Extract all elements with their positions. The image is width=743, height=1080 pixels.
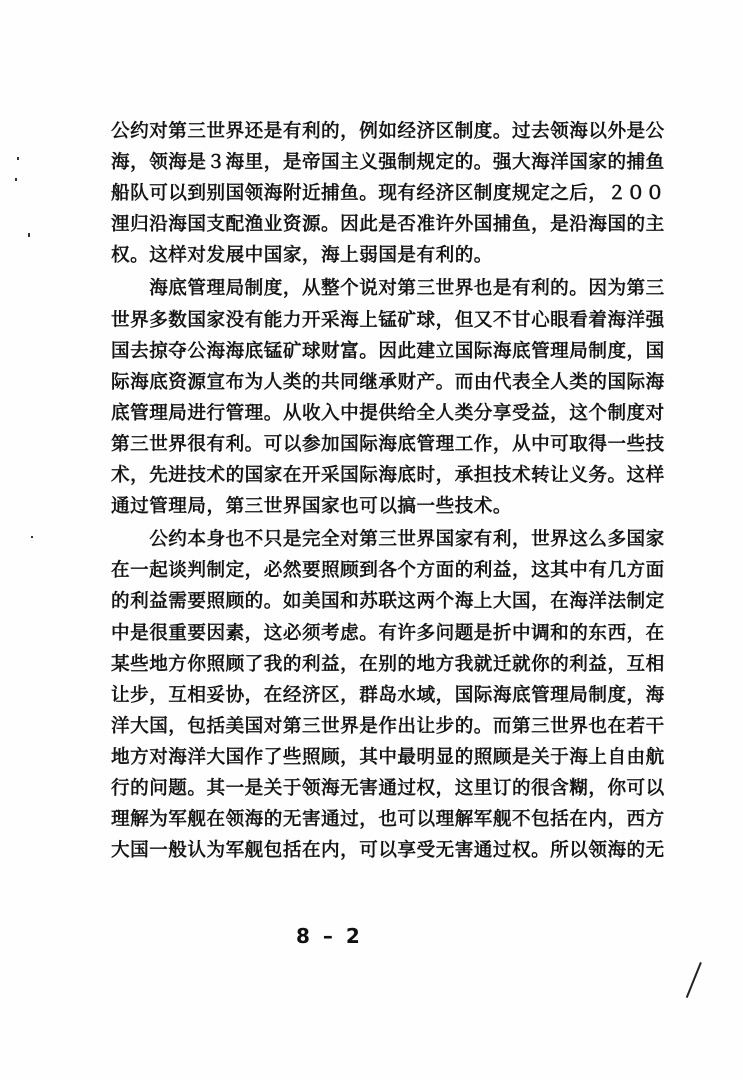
text-line: 公约对第三世界还是有利的，例如经济区制度。过去领海以外是公 [111, 121, 665, 142]
text-line: 权。这样对发展中国家，海上弱国是有利的。 [111, 245, 493, 267]
text-line: 国去掠夺公海海底锰矿球财富。因此建立国际海底管理局制度，国 [111, 340, 665, 362]
text-line: 地方对海洋大国作了些照顾，其中最明显的照顾是关于海上自由航 [111, 746, 665, 768]
text-line: 通过管理局，第三世界国家也可以搞一些技术。 [111, 496, 512, 518]
text-line: 行的问题。其一是关于领海无害通过权，这里订的很含糊，你可以 [111, 777, 665, 799]
text-line: 船队可以到别国领海附近捕鱼。现有经济区制度规定之后，２００ [111, 183, 665, 205]
scan-speck [15, 178, 17, 181]
paragraph [111, 524, 665, 866]
text-line: 海，领海是３海里，是帝国主义强制规定的。强大海洋国家的捕鱼 [111, 152, 665, 174]
text-line: 洋大国，包括美国对第三世界是作出让步的。而第三世界也在若干 [111, 715, 665, 737]
text-line: 让步，互相妥协，在经济区，群岛水域，国际海底管理局制度，海 [111, 684, 665, 706]
scan-speck [31, 536, 33, 538]
scan-speck [17, 157, 19, 160]
page-number: 8 – 2 [296, 924, 363, 948]
paragraph [111, 116, 665, 271]
text-line: 第三世界很有利。可以参加国际海底管理工作，从中可取得一些技 [111, 433, 665, 455]
text-line: 浬归沿海国支配渔业资源。因此是否准许外国捕鱼，是沿海国的主 [111, 214, 665, 236]
scan-speck [28, 233, 30, 237]
text-line: 际海底资源宣布为人类的共同继承财产。而由代表全人类的国际海 [111, 371, 665, 393]
text-line: 术，先进技术的国家在开采国际海底时，承担技术转让义务。这样 [111, 465, 665, 487]
text-line: 中是很重要因素，这必须考虑。有许多问题是折中调和的东西，在 [111, 622, 665, 644]
text-line: 大国一般认为军舰包括在内，可以享受无害通过权。所以领海的无 [111, 840, 665, 862]
text-line: 海底管理局制度，从整个说对第三世界也是有利的。因为第三 [111, 278, 665, 300]
text-line: 在一起谈判制定，必然要照顾到各个方面的利益，这其中有几方面 [111, 560, 665, 582]
text-line: 某些地方你照顾了我的利益，在别的地方我就迁就你的利益，互相 [111, 653, 665, 675]
text-line: 世界多数国家没有能力开采海上锰矿球，但又不甘心眼看着海洋强 [111, 309, 665, 331]
paragraph [111, 273, 665, 522]
text-line: 理解为军舰在领海的无害通过，也可以理解军舰不包括在内，西方 [111, 809, 665, 831]
text-line: 公约本身也不只是完全对第三世界国家有利，世界这么多国家 [111, 529, 665, 551]
pen-stroke-mark [686, 962, 702, 998]
body-text [111, 116, 665, 866]
text-line: 底管理局进行管理。从收入中提供给全人类分享受益，这个制度对 [111, 402, 665, 424]
text-line: 的利益需要照顾的。如美国和苏联这两个海上大国，在海洋法制定 [111, 591, 665, 613]
